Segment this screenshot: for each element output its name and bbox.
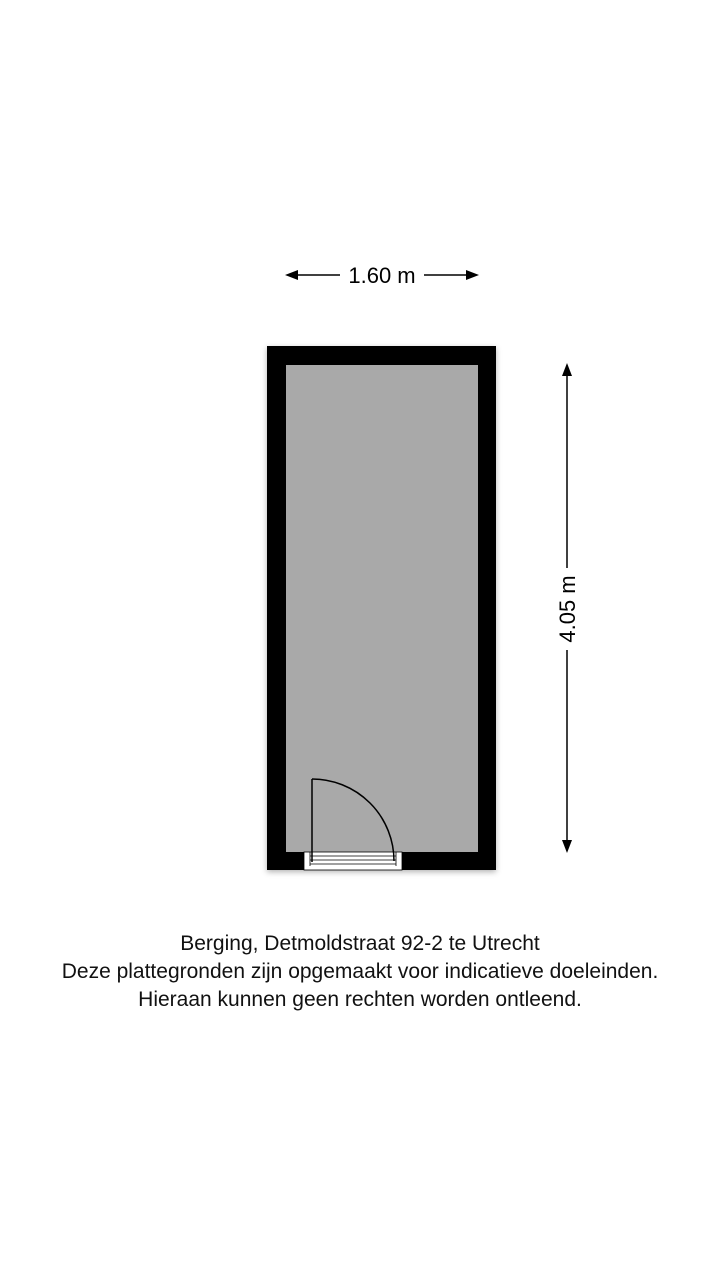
width-label: 1.60 m [348, 263, 416, 288]
width-dimension [285, 263, 479, 288]
room [267, 346, 496, 870]
caption-disclaimer-rights: Hieraan kunnen geen rechten worden ontleend. [138, 988, 582, 1011]
caption-disclaimer: Deze plattegronden zijn opgemaakt voor indicatieve doeleinden. [61, 960, 659, 983]
caption-title: Berging, Detmoldstraat 92-2 te Utrecht [180, 932, 540, 955]
height-label: 4.05 m [555, 575, 580, 643]
height-dimension [555, 363, 580, 853]
